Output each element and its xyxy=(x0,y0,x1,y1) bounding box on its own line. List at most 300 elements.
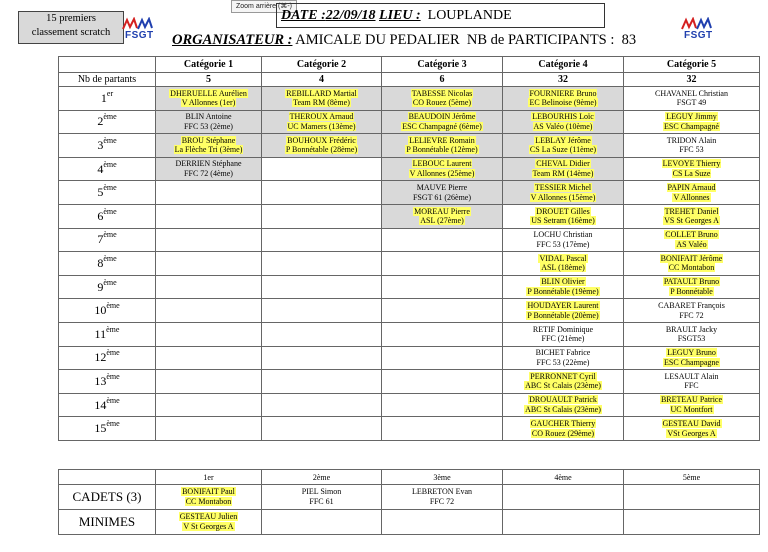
rider-club: ASL (27ème) xyxy=(420,216,464,226)
result-cell xyxy=(624,370,760,394)
result-cell xyxy=(382,87,503,111)
result-cell xyxy=(624,204,760,228)
rank-number: 15 xyxy=(94,421,107,436)
result-cell xyxy=(624,228,760,252)
result-cell xyxy=(156,87,262,111)
result-cell xyxy=(503,275,624,299)
rider-club: CC Montabon xyxy=(185,497,232,506)
rider-club: CS La Suze (11ème) xyxy=(529,145,597,155)
partants-count: 6 xyxy=(382,73,503,87)
rider-name: GESTEAU David xyxy=(662,419,721,429)
rider-entry xyxy=(156,89,261,108)
result-cell xyxy=(382,110,503,134)
rank-number: 12 xyxy=(94,350,107,365)
rider-name: MOREAU Pierre xyxy=(414,206,470,216)
result-cell xyxy=(382,417,503,441)
result-cell xyxy=(262,204,382,228)
rider-club: FFC 72 (4ème) xyxy=(184,169,233,179)
rider-entry xyxy=(382,207,502,226)
rank-number: 14 xyxy=(94,397,107,412)
rider-club: ESC Champagné (6ème) xyxy=(402,121,482,131)
partants-count: 4 xyxy=(262,73,382,87)
result-cell xyxy=(503,110,624,134)
result-cell xyxy=(382,157,503,181)
result-cell xyxy=(624,110,760,134)
rank-cell xyxy=(59,346,156,370)
rider-entry xyxy=(624,183,759,202)
rider-name: LESAULT Alain xyxy=(664,371,719,381)
rider-name: VIDAL Pascal xyxy=(539,253,587,263)
rider-name: COLLET Bruno xyxy=(665,230,718,240)
result-cell xyxy=(503,157,624,181)
result-cell xyxy=(156,181,262,205)
result-cell xyxy=(156,510,262,535)
result-cell xyxy=(503,228,624,252)
result-cell xyxy=(382,510,503,535)
rank-suffix: ème xyxy=(103,112,117,122)
rider-name: DROUET Gilles xyxy=(536,206,590,216)
rider-club: CO Rouez (5ème) xyxy=(412,98,472,108)
rank-number: 13 xyxy=(94,373,107,388)
rider-club: V Allonnes (1er) xyxy=(181,98,236,108)
result-cell xyxy=(156,346,262,370)
date-value: 22/09/18 xyxy=(325,8,376,23)
result-cell xyxy=(503,204,624,228)
result-cell xyxy=(382,485,503,510)
rider-name: BRETEAU Patrice xyxy=(660,395,723,405)
rider-club: P Bonnétable xyxy=(670,287,713,297)
fsgt-logo-left xyxy=(121,17,157,43)
rank-cell xyxy=(59,157,156,181)
rider-club: CO Rouez (29ème) xyxy=(531,428,595,438)
rank-cell xyxy=(59,322,156,346)
rank-suffix: ème xyxy=(106,348,120,358)
rank-number: 9 xyxy=(97,279,104,294)
result-cell xyxy=(156,228,262,252)
participants-label: NB de PARTICIPANTS : xyxy=(466,32,615,48)
result-cell xyxy=(624,87,760,111)
result-cell xyxy=(262,322,382,346)
result-cell xyxy=(503,181,624,205)
rider-name: REBILLARD Martial xyxy=(286,88,357,98)
result-cell xyxy=(156,322,262,346)
youth-category-label: MINIMES xyxy=(59,510,156,535)
rider-entry xyxy=(624,325,759,344)
rider-name: PATAULT Bruno xyxy=(663,277,720,287)
result-cell xyxy=(262,370,382,394)
rank-number: 5 xyxy=(97,185,104,200)
result-cell xyxy=(156,417,262,441)
result-cell xyxy=(503,370,624,394)
rider-name: FOURNIERE Bruno xyxy=(529,88,597,98)
result-cell xyxy=(503,322,624,346)
category-header-row xyxy=(59,57,760,73)
result-cell xyxy=(624,510,760,535)
rider-entry xyxy=(262,487,381,506)
logo-text: FSGT xyxy=(125,30,154,41)
rider-entry xyxy=(503,277,623,296)
rank-number: 10 xyxy=(94,303,107,318)
rider-name: BOUHOUX Frédéric xyxy=(287,135,356,145)
rider-entry xyxy=(156,487,261,506)
result-cell xyxy=(624,299,760,323)
rank-suffix: ème xyxy=(103,253,117,263)
rider-name: TABESSE Nicolas xyxy=(411,88,473,98)
rider-entry xyxy=(624,301,759,320)
youth-category-row xyxy=(59,485,760,510)
rider-club: P Bonnétable (28ème) xyxy=(285,145,358,155)
organisateur-value: AMICALE DU PEDALIER xyxy=(295,32,460,48)
ranking-row xyxy=(59,228,760,252)
rider-name: CHAVANEL Christian xyxy=(655,88,728,98)
rider-club: FFC 53 (17ème) xyxy=(536,239,590,249)
rank-cell xyxy=(59,228,156,252)
youth-rank-label: 5ème xyxy=(624,470,760,485)
rank-cell xyxy=(59,181,156,205)
rider-name: BICHET Fabrice xyxy=(535,348,591,358)
result-cell xyxy=(624,485,760,510)
rider-entry xyxy=(624,230,759,249)
rider-entry xyxy=(503,348,623,367)
rider-entry xyxy=(503,419,623,438)
result-cell xyxy=(156,157,262,181)
result-cell xyxy=(262,275,382,299)
rider-name: BONIFAIT Paul xyxy=(182,487,235,497)
rider-entry xyxy=(382,89,502,108)
rider-name: BRAULT Jacky xyxy=(665,324,718,334)
rider-name: DERRIEN Stéphane xyxy=(175,159,242,169)
rider-entry xyxy=(382,112,502,131)
rank-cell xyxy=(59,370,156,394)
youth-rank-label: 4ème xyxy=(503,470,624,485)
rider-club: AS Valéo (10ème) xyxy=(533,121,593,131)
rank-cell xyxy=(59,87,156,111)
rider-entry xyxy=(624,372,759,391)
rider-name: PAPIN Arnaud xyxy=(667,183,716,193)
result-cell xyxy=(624,157,760,181)
result-cell xyxy=(262,157,382,181)
result-cell xyxy=(503,252,624,276)
rank-cell xyxy=(59,299,156,323)
rider-name: TREHET Daniel xyxy=(664,206,719,216)
result-cell xyxy=(262,346,382,370)
rider-club: FFC 53 xyxy=(679,145,704,155)
result-cell xyxy=(624,417,760,441)
rider-name: TESSIER Michel xyxy=(534,183,592,193)
rider-club: FSGT 49 xyxy=(676,98,707,108)
rank-cell xyxy=(59,417,156,441)
rider-entry xyxy=(503,136,623,155)
result-cell xyxy=(262,228,382,252)
result-cell xyxy=(382,204,503,228)
rider-name: PERRONNET Cyril xyxy=(530,371,596,381)
result-cell xyxy=(382,275,503,299)
youth-category-label: CADETS (3) xyxy=(59,485,156,510)
result-cell xyxy=(503,485,624,510)
ranking-row xyxy=(59,87,760,111)
rank-cell xyxy=(59,275,156,299)
rider-entry xyxy=(503,183,623,202)
rider-club: V St Georges A xyxy=(183,522,234,531)
corner-cell xyxy=(59,470,156,485)
result-cell xyxy=(503,87,624,111)
result-cell xyxy=(503,299,624,323)
rank-suffix: ème xyxy=(103,277,117,287)
rider-entry xyxy=(503,159,623,178)
rider-name: CHEVAL Didier xyxy=(536,159,590,169)
result-cell xyxy=(262,299,382,323)
rider-name: DROUAULT Patrick xyxy=(529,395,597,405)
rider-entry xyxy=(624,348,759,367)
rider-club: Team RM (14ème) xyxy=(532,169,594,179)
rider-club: ABC St Calais (23ème) xyxy=(525,405,601,415)
rider-club: EC Belinoise (9ème) xyxy=(529,98,597,108)
rider-entry xyxy=(503,372,623,391)
rider-name: HOUDAYER Laurent xyxy=(527,301,599,311)
rider-entry xyxy=(382,487,502,506)
rider-name: LOCHU Christian xyxy=(533,230,593,240)
ranking-row xyxy=(59,204,760,228)
rank-number: 7 xyxy=(97,232,104,247)
rider-entry xyxy=(503,112,623,131)
result-cell xyxy=(262,110,382,134)
fsgt-logo-right xyxy=(680,17,716,43)
rider-club: ABC St Calais (23ème) xyxy=(525,381,601,391)
result-cell xyxy=(262,393,382,417)
result-cell xyxy=(624,252,760,276)
result-cell xyxy=(156,134,262,158)
rider-entry xyxy=(503,207,623,226)
rider-club: FSGT 61 (26ème) xyxy=(412,192,472,202)
rider-entry xyxy=(382,159,502,178)
ranking-row xyxy=(59,134,760,158)
rank-suffix: ème xyxy=(106,371,120,381)
results-table xyxy=(58,56,760,441)
result-cell xyxy=(624,346,760,370)
result-cell xyxy=(262,134,382,158)
youth-rank-label: 2ème xyxy=(262,470,382,485)
rider-entry xyxy=(382,183,502,202)
result-cell xyxy=(382,322,503,346)
rider-name: LEVOYE Thierry xyxy=(662,159,721,169)
rider-entry xyxy=(503,89,623,108)
rider-name: BLIN Antoine xyxy=(185,112,232,122)
rider-name: LEBRETON Evan xyxy=(411,487,473,497)
lieu-label: LIEU : xyxy=(379,8,421,23)
rider-name: LEGUY Bruno xyxy=(667,348,716,358)
rank-number: 1 xyxy=(100,90,107,105)
result-cell xyxy=(156,252,262,276)
ranking-row xyxy=(59,346,760,370)
rank-suffix: ème xyxy=(106,301,120,311)
rider-club: Team RM (8ème) xyxy=(293,98,350,108)
rider-entry xyxy=(156,112,261,131)
result-cell xyxy=(503,417,624,441)
rider-club: P Bonnétable (19ème) xyxy=(527,287,599,297)
ranking-row xyxy=(59,157,760,181)
rider-name: LEBOUC Laurent xyxy=(412,159,472,169)
ranking-row xyxy=(59,370,760,394)
corner-cell xyxy=(59,57,156,73)
result-cell xyxy=(382,228,503,252)
result-cell xyxy=(503,510,624,535)
rank-number: 6 xyxy=(97,208,104,223)
rank-cell xyxy=(59,134,156,158)
category-header: Catégorie 4 xyxy=(503,57,624,73)
rider-name: DHERUELLE Aurélien xyxy=(170,88,247,98)
partants-count: 32 xyxy=(503,73,624,87)
rider-club: FFC 61 xyxy=(309,497,334,506)
result-cell xyxy=(382,346,503,370)
cyclist-figures-icon xyxy=(121,17,155,31)
rider-club: UC Mamers (13ème) xyxy=(287,121,356,131)
result-cell xyxy=(382,252,503,276)
result-cell xyxy=(624,275,760,299)
rider-name: TRIDON Alain xyxy=(666,135,717,145)
partants-count: 32 xyxy=(624,73,760,87)
rider-club: AS Valéo xyxy=(676,239,707,249)
participants-value: 83 xyxy=(621,32,637,48)
rank-cell xyxy=(59,252,156,276)
result-cell xyxy=(156,393,262,417)
rider-name: BONIFAIT Jérôme xyxy=(660,253,723,263)
result-cell xyxy=(156,275,262,299)
youth-rank-label: 1er xyxy=(156,470,262,485)
category-header: Catégorie 3 xyxy=(382,57,503,73)
rider-club: FFC 53 (22ème) xyxy=(536,357,590,367)
rank-suffix: ème xyxy=(103,135,117,145)
rider-club: VS St Georges A xyxy=(664,216,719,226)
rider-name: RETIF Dominique xyxy=(532,324,594,334)
rider-entry xyxy=(503,325,623,344)
rank-cell xyxy=(59,204,156,228)
rider-club: V Allonnes (25ème) xyxy=(409,169,475,179)
category-header: Catégorie 2 xyxy=(262,57,382,73)
rank-cell xyxy=(59,393,156,417)
result-cell xyxy=(624,393,760,417)
ranking-row xyxy=(59,181,760,205)
rider-name: LEGUY Jimmy xyxy=(666,112,717,122)
rider-entry xyxy=(262,89,381,108)
rider-entry xyxy=(382,136,502,155)
rider-name: CABARET François xyxy=(658,301,725,311)
rank-number: 11 xyxy=(94,326,107,341)
rider-entry xyxy=(156,159,261,178)
rider-club: ASL (18ème) xyxy=(541,263,585,273)
youth-rank-header-row xyxy=(59,470,760,485)
category-header: Catégorie 1 xyxy=(156,57,262,73)
rank-suffix: ème xyxy=(103,159,117,169)
scratch-classement-box xyxy=(18,11,124,44)
rank-suffix: ème xyxy=(106,324,120,334)
result-cell xyxy=(156,485,262,510)
rider-entry xyxy=(624,277,759,296)
rider-club: P Bonnétable (12ème) xyxy=(406,145,478,155)
rider-name: BLIN Olivier xyxy=(541,277,585,287)
result-cell xyxy=(382,370,503,394)
rider-club: ESC Champagne xyxy=(664,357,719,367)
rider-name: PIEL Simon xyxy=(301,487,342,497)
event-header xyxy=(276,3,605,28)
result-cell xyxy=(156,110,262,134)
rank-number: 4 xyxy=(97,161,104,176)
rider-club: UC Montfort xyxy=(670,405,713,415)
rider-club: FSGT53 xyxy=(677,334,706,344)
rider-entry xyxy=(624,89,759,108)
result-cell xyxy=(262,181,382,205)
result-cell xyxy=(262,417,382,441)
ranking-row xyxy=(59,110,760,134)
rank-suffix: ème xyxy=(106,419,120,429)
rider-club: ESC Champagné xyxy=(664,121,719,131)
rider-entry xyxy=(624,254,759,273)
result-cell xyxy=(382,181,503,205)
rider-entry xyxy=(262,112,381,131)
result-cell xyxy=(156,204,262,228)
cyclist-figures-icon xyxy=(680,17,714,31)
partants-label: Nb de partants xyxy=(59,73,156,87)
result-cell xyxy=(503,393,624,417)
ranking-row xyxy=(59,393,760,417)
result-cell xyxy=(503,346,624,370)
rider-entry xyxy=(156,136,261,155)
scratch-box-line1: 15 premiers xyxy=(46,13,96,24)
youth-category-row xyxy=(59,510,760,535)
rider-name: LEBOURHIS Loïc xyxy=(532,112,594,122)
rank-cell xyxy=(59,110,156,134)
rider-entry xyxy=(624,159,759,178)
rider-club: CC Montabon xyxy=(668,263,715,273)
lieu-value: LOUPLANDE xyxy=(427,8,512,23)
result-cell xyxy=(624,322,760,346)
rank-number: 8 xyxy=(97,255,104,270)
rider-club: La Flèche Tri (3ème) xyxy=(174,145,243,155)
rank-suffix: ème xyxy=(103,230,117,240)
rider-club: FFC 72 xyxy=(679,310,704,320)
rider-name: BROU Stéphane xyxy=(181,135,236,145)
rider-entry xyxy=(503,301,623,320)
rider-club: V Allonnes (15ème) xyxy=(530,192,596,202)
date-label: DATE : xyxy=(281,8,326,23)
zoom-out-tooltip: Zoom arrière (⌘-) xyxy=(231,0,297,13)
rider-club: P Bonnétable (20ème) xyxy=(527,310,599,320)
rider-name: LEBLAY Jérôme xyxy=(535,135,591,145)
rider-entry xyxy=(156,512,261,531)
rider-name: BEAUDOIN Jérôme xyxy=(408,112,476,122)
result-cell xyxy=(382,134,503,158)
ranking-row xyxy=(59,299,760,323)
organisateur-label: ORGANISATEUR : xyxy=(172,32,293,48)
rider-name: GAUCHER Thierry xyxy=(530,419,596,429)
rank-suffix: ème xyxy=(103,206,117,216)
ranking-row xyxy=(59,322,760,346)
rider-entry xyxy=(624,136,759,155)
logo-text: FSGT xyxy=(684,30,713,41)
rider-club: FFC xyxy=(684,381,699,391)
rider-club: FFC (21ème) xyxy=(541,334,585,344)
youth-rank-label: 3ème xyxy=(382,470,503,485)
rank-number: 2 xyxy=(97,114,104,129)
result-cell xyxy=(262,485,382,510)
rank-suffix: ème xyxy=(103,183,117,193)
rider-club: US Setram (16ème) xyxy=(531,216,595,226)
rider-club: VSt Georges A xyxy=(667,428,716,438)
result-cell xyxy=(624,181,760,205)
result-cell xyxy=(262,510,382,535)
ranking-row xyxy=(59,252,760,276)
rank-number: 3 xyxy=(97,137,104,152)
partants-count: 5 xyxy=(156,73,262,87)
